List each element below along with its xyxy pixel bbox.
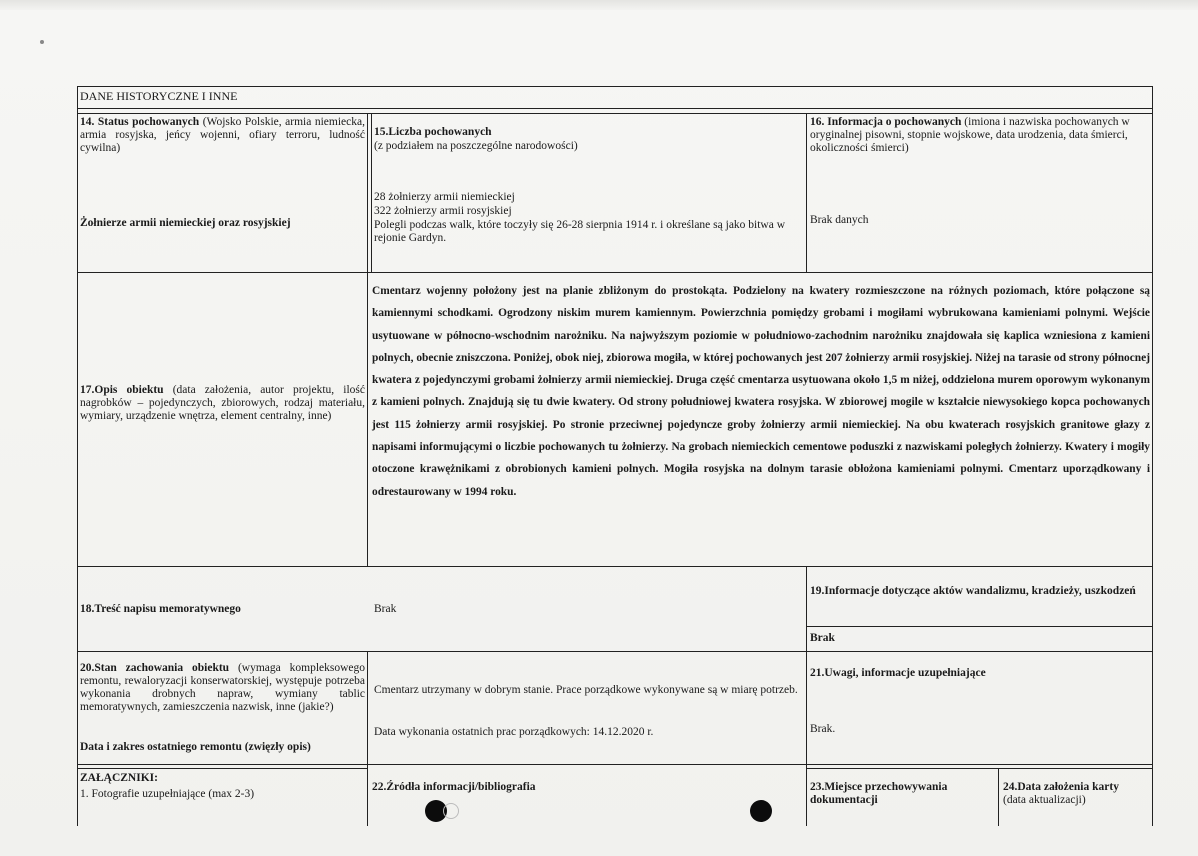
f17-description: Cmentarz wojenny położony jest na planie zbliżonym do prostokąta. Podzielony na kwatery rozmieszczone na różnych poziomach, które połączone są kamiennymi schodkami. Ogrodzony niskim murem kamiennym. Powierzchnia pomiędzy grobami i mogiłami wybrukowana kamieniami polnymi. Wejście usytuowane w północno-wschodnim narożniku. Na najwyższym poziomie w południowo-zachodnim narożniku znajdowała się kaplica wzniesiona z kamieni polnych, obecnie zniszczona. Poniżej, obok niej, zbiorowa mogiła, w której pochowanych jest 207 żołnierzy armii rosyjskiej. Niżej na tarasie od strony północnej kwatera z pojedynczymi grobami żołnierzy armii niemieckiej. Druga część cmentarza usytuowana około 1,5 m niżej, oddzielona murem oporowym wykonanym z kamieni polnych. Znajdują się tu dwie kwatery. Od strony południowej kwatera rosyjska. W zbiorowej mogile w kształcie niewysokiego kopca pochowanych jest 115 żołnierzy armii rosyjskiej. Po stronie przeciwnej pojedyncze groby żołnierzy armii niemieckiej. Na obu kwaterach rosyjskich granitowe głazy z napisami informującymi o liczbie pochowanych tu żołnierzy. Na grobach niemieckich cementowe poduszki z nazwiskami poległych żołnierzy. Kwatery i mogiły otoczone krawężnikami z obrobionych kamieni polnych. Mogiła rosyjska na dolnym tarasie obłożona kamieniami polnymi. Cmentarz uporządkowany i odrestaurowany w 1994 roku. bbox=[372, 285, 1150, 498]
f17-label-rest: (data założenia, autor projektu, ilość nagrobków – pojedynczych, zbiorowych, rodzaj materiału, wymiary, urządzenie wnętrza, element centralny, inne) bbox=[80, 384, 365, 422]
rule-double-left bbox=[77, 768, 367, 769]
attachments-item: 1. Fotografie uzupełniające (max 2-3) bbox=[80, 788, 255, 800]
rule-f19-split bbox=[806, 626, 1153, 627]
f20-label-rest: (wymaga kompleksowego remontu, rewaloryzacji konserwatorskiej, występuje potrzeba wykonania drobnych napraw, wymiany tablic memoratywnych, zamieszczenia nazwisk, inne (jakie?) bbox=[80, 662, 366, 713]
f20-value-2: Data wykonania ostatnich prac porządkowych: 14.12.2020 r. bbox=[374, 726, 654, 738]
f18-value: Brak bbox=[374, 603, 397, 615]
f21-value: Brak. bbox=[810, 723, 836, 735]
rule-row3-bottom bbox=[77, 651, 1153, 652]
rule-double bbox=[77, 113, 1153, 114]
vline-1b bbox=[371, 113, 372, 273]
f24-label bbox=[1003, 781, 1151, 807]
rule-row1-bottom bbox=[77, 272, 1153, 273]
vline-f23-f24 bbox=[998, 768, 999, 826]
f15-label: 15.Liczba pochowanych bbox=[374, 126, 492, 138]
punch-hole-ghost bbox=[443, 803, 459, 819]
f17-label-bold: 17.Opis obiektu bbox=[80, 384, 164, 396]
f21-label: 21.Uwagi, informacje uzupełniające bbox=[810, 667, 986, 679]
f17-label bbox=[80, 384, 365, 423]
rule-row2-bottom bbox=[77, 566, 1153, 567]
f15-sublabel: (z podziałem na poszczególne narodowości) bbox=[374, 140, 578, 152]
vline-left-bottom bbox=[367, 651, 368, 826]
rule-double-right bbox=[806, 768, 1153, 769]
f18-label: 18.Treść napisu memoratywnego bbox=[80, 603, 241, 615]
f15-value-1: 28 żołnierzy armii niemieckiej bbox=[374, 191, 515, 203]
scan-speck bbox=[40, 40, 44, 44]
f20-last-repair-label: Data i zakres ostatniego remontu (zwięzły opis) bbox=[80, 741, 311, 753]
f24-label-rest: (data aktualizacji) bbox=[1003, 794, 1086, 806]
vline-2 bbox=[806, 113, 807, 273]
vline-desc bbox=[367, 272, 368, 566]
f15-value-3: Polegli podczas walk, które toczyły się 26-28 sierpnia 1914 r. i określane są jako bitwa w rejonie Gardyn. bbox=[374, 219, 786, 244]
f16-value: Brak danych bbox=[810, 214, 869, 226]
rule-under-header bbox=[77, 108, 1153, 109]
f20-label bbox=[80, 662, 365, 714]
f16-label-rest: (imiona i nazwiska pochowanych w oryginalnej pisowni, stopnie wojskowe, data urodzenia, data śmierci, okoliczności śmierci) bbox=[810, 116, 1130, 154]
f14-value: Żołnierze armii niemieckiej oraz rosyjskiej bbox=[80, 217, 291, 229]
f23-label: 23.Miejsce przechowywania dokumentacji bbox=[810, 781, 948, 806]
f24-label-bold: 24.Data założenia karty bbox=[1003, 781, 1119, 793]
scan-top-edge bbox=[0, 0, 1198, 10]
f14-label bbox=[80, 116, 365, 155]
rule-row4-bottom bbox=[77, 764, 1153, 765]
vline-1 bbox=[367, 113, 368, 273]
f20-value-1: Cmentarz utrzymany w dobrym stanie. Prace porządkowe wykonywane są w miarę potrzeb. bbox=[374, 684, 798, 696]
attachments-label: ZAŁĄCZNIKI: bbox=[80, 772, 158, 784]
f14-label-rest: (Wojsko Polskie, armia niemiecka, armia rosyjska, jeńcy wojenni, ofiary terroru, ludność cywilna) bbox=[80, 116, 365, 154]
f16-label-bold: 16. Informacja o pochowanych bbox=[810, 116, 962, 128]
vline-right bbox=[806, 566, 807, 826]
f22-label: 22.Źródła informacji/bibliografia bbox=[372, 781, 536, 793]
section-header: DANE HISTORYCZNE I INNE bbox=[80, 89, 238, 103]
f19-label: 19.Informacje dotyczące aktów wandalizmu, kradzieży, uszkodzeń bbox=[810, 585, 1136, 597]
punch-hole-right bbox=[750, 800, 772, 822]
f16-label bbox=[810, 116, 1150, 155]
f19-value: Brak bbox=[810, 632, 835, 644]
f15-value-2: 322 żołnierzy armii rosyjskiej bbox=[374, 205, 512, 217]
f20-label-bold: 20.Stan zachowania obiektu bbox=[80, 662, 230, 674]
f14-label-bold: 14. Status pochowanych bbox=[80, 116, 200, 128]
